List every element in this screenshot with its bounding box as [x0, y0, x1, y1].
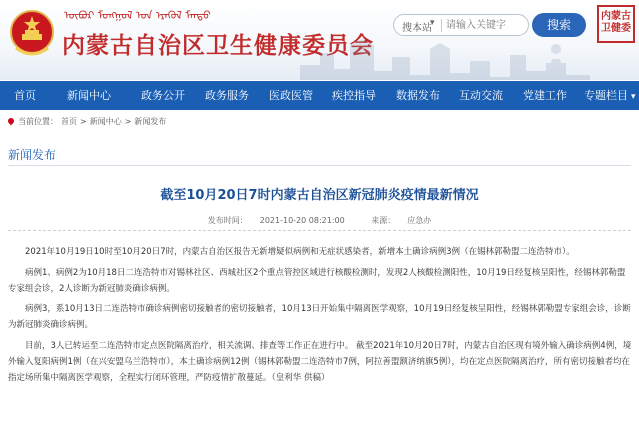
- nav-item-disease-control[interactable]: [332, 81, 376, 110]
- nav-item-label: 医政医管: [269, 89, 313, 102]
- article-paragraph: 2021年10月19日10时至10月20日7时，内蒙古自治区报告无新增疑似病例和无症状感染者，新增本土确诊病例3例（在锡林郭勒盟二连浩特市）。: [25, 247, 575, 257]
- nav-item-label: 首页: [14, 89, 36, 102]
- source-label: 来源：: [371, 216, 396, 225]
- nav-item-party-building[interactable]: [523, 81, 567, 110]
- nav-item-news-center[interactable]: [67, 81, 111, 110]
- site-header: [0, 0, 639, 80]
- article-body: [8, 245, 632, 391]
- section-title: 新闻发布: [8, 148, 57, 162]
- nav-item-data-release[interactable]: [396, 81, 440, 110]
- breadcrumb-home[interactable]: 首页: [61, 117, 77, 126]
- article-paragraph: 病例3，系10月13日二连浩特市确诊病例密切接触者的密切接触者，10月13日开始集中隔离医学观察，10月19日经复核呈阳性，经锡林郭勒盟专家组会诊，诊断为新冠肺炎确诊病例。: [8, 304, 631, 331]
- location-pin-icon: [7, 117, 15, 125]
- search-input[interactable]: [446, 17, 526, 34]
- article-meta: [0, 215, 639, 226]
- breadcrumb-news-center[interactable]: 新闻中心: [89, 117, 122, 126]
- national-emblem-icon: [8, 8, 56, 58]
- nav-item-label: 党建工作: [523, 89, 567, 102]
- nav-item-label: 疾控指导: [332, 89, 376, 102]
- breadcrumb-prefix: 当前位置：: [18, 117, 58, 126]
- site-title[interactable]: 内蒙古自治区卫生健康委员会: [62, 32, 374, 59]
- nav-item-label: 数据发布: [396, 89, 440, 102]
- meta-divider: [8, 230, 631, 231]
- search-box: [393, 14, 529, 36]
- section-divider: [8, 165, 631, 166]
- article-title: 截至10月20日7时内蒙古自治区新冠肺炎疫情最新情况: [160, 188, 479, 203]
- breadcrumb-news-release[interactable]: 新闻发布: [134, 117, 167, 126]
- article-source: 应急办: [407, 216, 432, 225]
- chevron-down-icon[interactable]: ▾: [430, 18, 435, 28]
- nav-item-medical-administration[interactable]: [269, 81, 313, 110]
- nav-item-label: 政务公开: [141, 89, 185, 102]
- publish-date-label: 发布时间：: [207, 216, 248, 225]
- main-nav: [0, 81, 639, 110]
- publish-date: 2021-10-20 08:21:00: [259, 216, 345, 225]
- nav-item-home[interactable]: [14, 81, 36, 110]
- nav-item-label: 新闻中心: [67, 89, 111, 102]
- breadcrumb: [8, 116, 169, 127]
- nav-item-government-affairs[interactable]: [141, 81, 185, 110]
- article-paragraph: 目前，3人已转运至二连浩特市定点医院隔离治疗，相关流调、排查等工作正在进行中。 截至2021年10月20日7时，内蒙古自治区现有境外输入确诊病例4例，境外输入复阳病例1例（在兴安盟乌兰浩特市），本土确诊病例12例（锡林郭勒盟二连浩特市7例，阿拉善盟额济纳旗5例），均在定点医院隔离治疗，所有密切接触者均在指定场所集中隔离医学观察，全程实行闭环管理，严防疫情扩散蔓延。（皇利华 供稿）: [8, 340, 632, 383]
- article-paragraph: 病例1、病例2为10月18日二连浩特市对锡林社区、西城社区2个重点管控区域进行核酸检测时，发现2人核酸检测阳性，10月19日经复核呈阳性，经锡林郭勒盟专家组会诊，2人诊断为新冠肺炎确诊病例。: [8, 267, 626, 294]
- breadcrumb-separator: >: [124, 117, 132, 126]
- chevron-down-icon: ▾: [631, 92, 636, 102]
- seal-logo: 内蒙古卫健委: [597, 5, 635, 43]
- nav-item-label: 互动交流: [459, 89, 503, 102]
- nav-item-interaction[interactable]: [459, 81, 503, 110]
- mongolian-title: ᠥᠪᠥᠷ ᠮᠣᠩᠭᠣᠯ ᠤᠨ ᠡᠷᠡᠭᠦᠯ ᠮᠡᠨᠳᠦ: [64, 9, 211, 22]
- breadcrumb-separator: >: [80, 117, 87, 126]
- nav-item-label: 专题栏目: [584, 89, 628, 102]
- nav-item-special-topics[interactable]: [584, 81, 636, 110]
- search-button[interactable]: 搜索: [532, 13, 586, 37]
- search-scope-select[interactable]: 搜本站: [402, 23, 432, 34]
- nav-item-label: 政务服务: [205, 89, 249, 102]
- nav-item-government-services[interactable]: [205, 81, 249, 110]
- search-divider: [441, 19, 442, 32]
